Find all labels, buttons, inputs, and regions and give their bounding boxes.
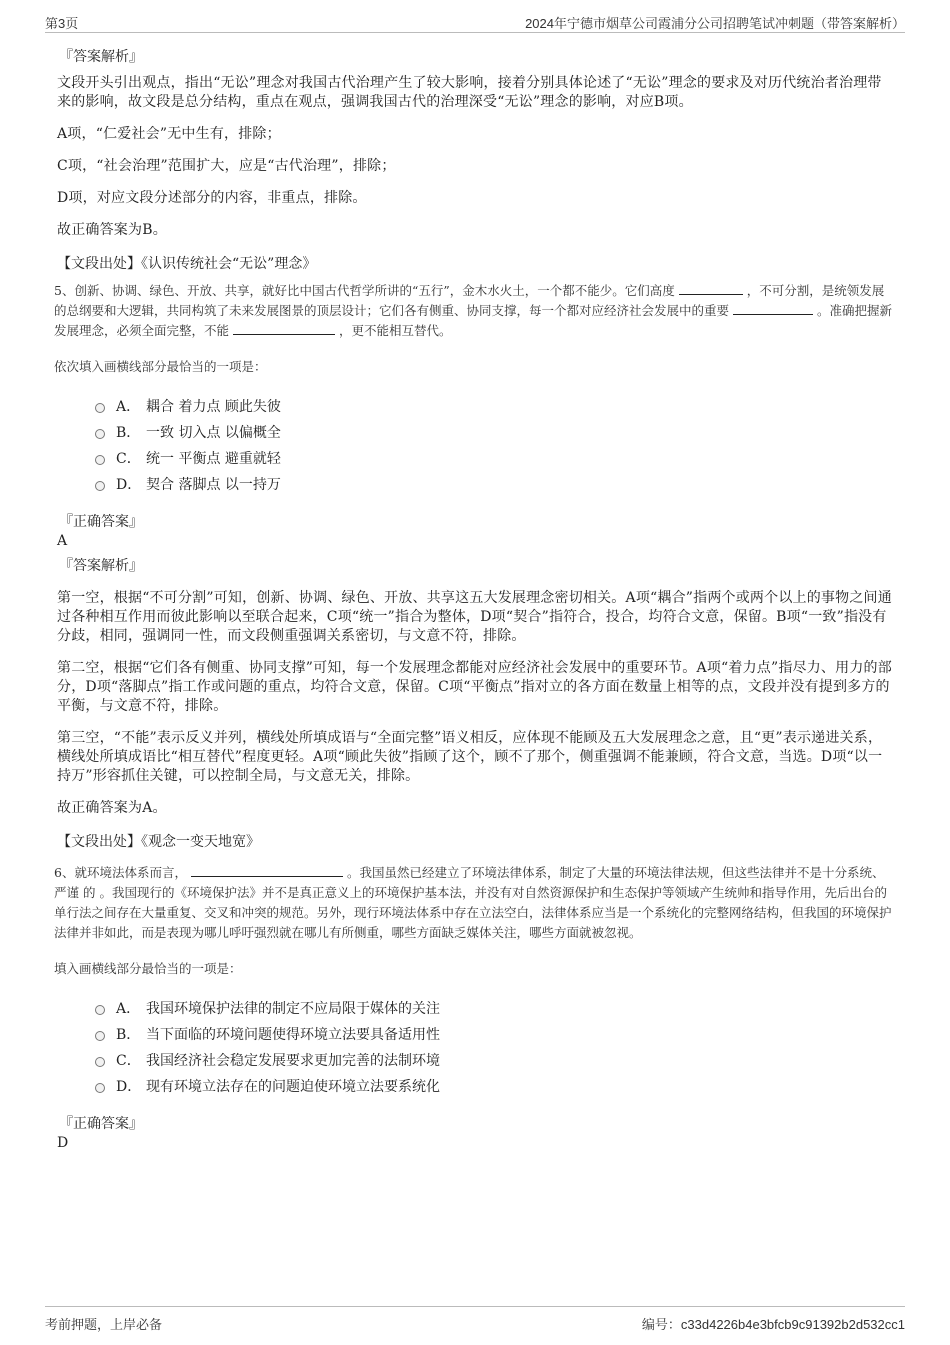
q5-answer: A <box>57 533 68 549</box>
document-id: 编号：c33d4226b4e3bfcb9c91392b2d532cc1 <box>641 1317 905 1332</box>
q5-option-a[interactable]: A． 耦合 着力点 顾此失彼 <box>95 393 895 419</box>
q5-stem: 5、创新、协调、绿色、开放、共享，就好比中国古代哲学所讲的“五行”，金木水火土，一个都不能少。它们高度 ，不可分割，是统领发展的总纲要和大逻辑，共同构筑了未来发展图景的顶层设计；它们各有侧重、协同支撑，每一个都对应经济社会发展中的重要 。准确把握新发展理念，必须全面完整，不能 ，更不能相互替代。 <box>54 283 892 338</box>
q5-option-c[interactable]: C． 统一 平衡点 避重就轻 <box>95 445 895 471</box>
q5-analysis-paragraph: 第二空，根据“它们各有侧重、协同支撑”可知，每一个发展理念都能对应经济社会发展中的重要环节。A项“着力点”指尽力、用力的部分，D项“落脚点”指工作或问题的重点，均符合文意，保留。C项“平衡点”指对立的各方面在数量上相等的点，文段并没有提到多方的平衡，与文意不符，排除。 <box>57 660 892 714</box>
q6-option-c[interactable]: C． 我国经济社会稳定发展要求更加完善的法制环境 <box>95 1047 895 1073</box>
q6-options <box>95 995 895 1099</box>
fill-blank <box>679 281 743 295</box>
document-title: 2024年宁德市烟草公司霞浦分公司招聘笔试冲刺题（带答案解析） <box>525 16 905 31</box>
page-number: 第3页 <box>45 16 79 31</box>
radio-icon[interactable] <box>95 1005 105 1015</box>
q4-analysis-paragraph: 文段开头引出观点，指出“无讼”理念对我国古代治理产生了较大影响，接着分别具体论述了“无讼”理念的要求及对历代统治者治理带来的影响，故文段是总分结构，重点在观点，强调我国古代的治理深受“无讼”理念的影响，对应B项。 <box>57 75 882 110</box>
q6-option-a[interactable]: A． 我国环境保护法律的制定不应局限于媒体的关注 <box>95 995 895 1021</box>
q4-analysis-paragraph: C项，“社会治理”范围扩大，应是“古代治理”，排除； <box>57 158 396 174</box>
fill-blank <box>233 321 335 335</box>
radio-icon[interactable] <box>95 429 105 439</box>
q6-option-b[interactable]: B． 当下面临的环境问题使得环境立法要具备适用性 <box>95 1021 895 1047</box>
radio-icon[interactable] <box>95 481 105 491</box>
q4-source: 【文段出处】《认识传统社会“无讼”理念》 <box>57 256 317 272</box>
radio-icon[interactable] <box>95 403 105 413</box>
q5-analysis-paragraph: 第一空，根据“不可分割”可知，创新、协调、绿色、开放、共享这五大发展理念密切相关。A项“耦合”指两个或两个以上的事物之间通过各种相互作用而彼此影响以至联合起来，C项“统一”指合为整体，D项“契合”指符合，投合，均符合文意，保留。B项“一致”指没有分歧，相同，强调同一性，而文段侧重强调关系密切，与文意不符，排除。 <box>57 590 892 644</box>
page-footer <box>45 1306 905 1332</box>
q5-instruction: 依次填入画横线部分最恰当的一项是： <box>54 359 267 374</box>
q6-instruction: 填入画横线部分最恰当的一项是： <box>54 961 242 976</box>
q4-analysis-label: 『答案解析』 <box>59 49 143 65</box>
page-header <box>45 12 905 33</box>
footer-slogan: 考前押题，上岸必备 <box>45 1317 163 1332</box>
q6-answer: D <box>57 1135 69 1151</box>
q5-conclusion: 故正确答案为A。 <box>57 800 167 816</box>
fill-blank <box>733 301 813 315</box>
q5-option-d[interactable]: D． 契合 落脚点 以一持万 <box>95 471 895 497</box>
radio-icon[interactable] <box>95 455 105 465</box>
q5-source: 【文段出处】《观念一变天地宽》 <box>57 834 260 850</box>
q5-options <box>95 393 895 497</box>
q4-analysis-paragraph: A项，“仁爱社会”无中生有，排除； <box>57 126 281 142</box>
q6-stem: 6、就环境法体系而言， 。我国虽然已经建立了环境法律体系，制定了大量的环境法律法规，但这些法律并不是十分系统、严谨 的 。我国现行的《环境保护法》并不是真正意义上的环境保护基本法，并没有对自然资源保护和生态保护等领域产生统帅和指导作用，先后出台的单行法之间存在大量重复、交叉和冲突的规范。另外，现行环境法体系中存在立法空白，法律体系应当是一个系统化的完整网络结构，但我国的环境保护法律并非如此，而是表现为哪儿呼吁强烈就在哪儿有所侧重，哪些方面缺乏媒体关注，哪些方面就被忽视。 <box>54 865 892 940</box>
radio-icon[interactable] <box>95 1083 105 1093</box>
q5-answer-label: 『正确答案』 <box>59 514 143 530</box>
q5-analysis-paragraph: 第三空，“不能”表示反义并列，横线处所填成语与“全面完整”语义相反，应体现不能顾及五大发展理念之意，且“更”表示递进关系，横线处所填成语比“相互替代”程度更轻。A项“顾此失彼”指顾了这个，顾不了那个，侧重强调不能兼顾，符合文意，当选。D项“以一持万”形容抓住关键，可以控制全局，与文意无关，排除。 <box>57 730 883 784</box>
q5-option-b[interactable]: B． 一致 切入点 以偏概全 <box>95 419 895 445</box>
page-content <box>54 46 895 1157</box>
q6-option-d[interactable]: D． 现有环境立法存在的问题迫使环境立法要系统化 <box>95 1073 895 1099</box>
q6-answer-label: 『正确答案』 <box>59 1116 143 1132</box>
q4-conclusion: 故正确答案为B。 <box>57 222 167 238</box>
fill-blank <box>191 863 343 877</box>
radio-icon[interactable] <box>95 1031 105 1041</box>
q5-analysis-label: 『答案解析』 <box>59 558 143 574</box>
q4-analysis-paragraph: D项，对应文段分述部分的内容，非重点，排除。 <box>57 190 367 206</box>
radio-icon[interactable] <box>95 1057 105 1067</box>
